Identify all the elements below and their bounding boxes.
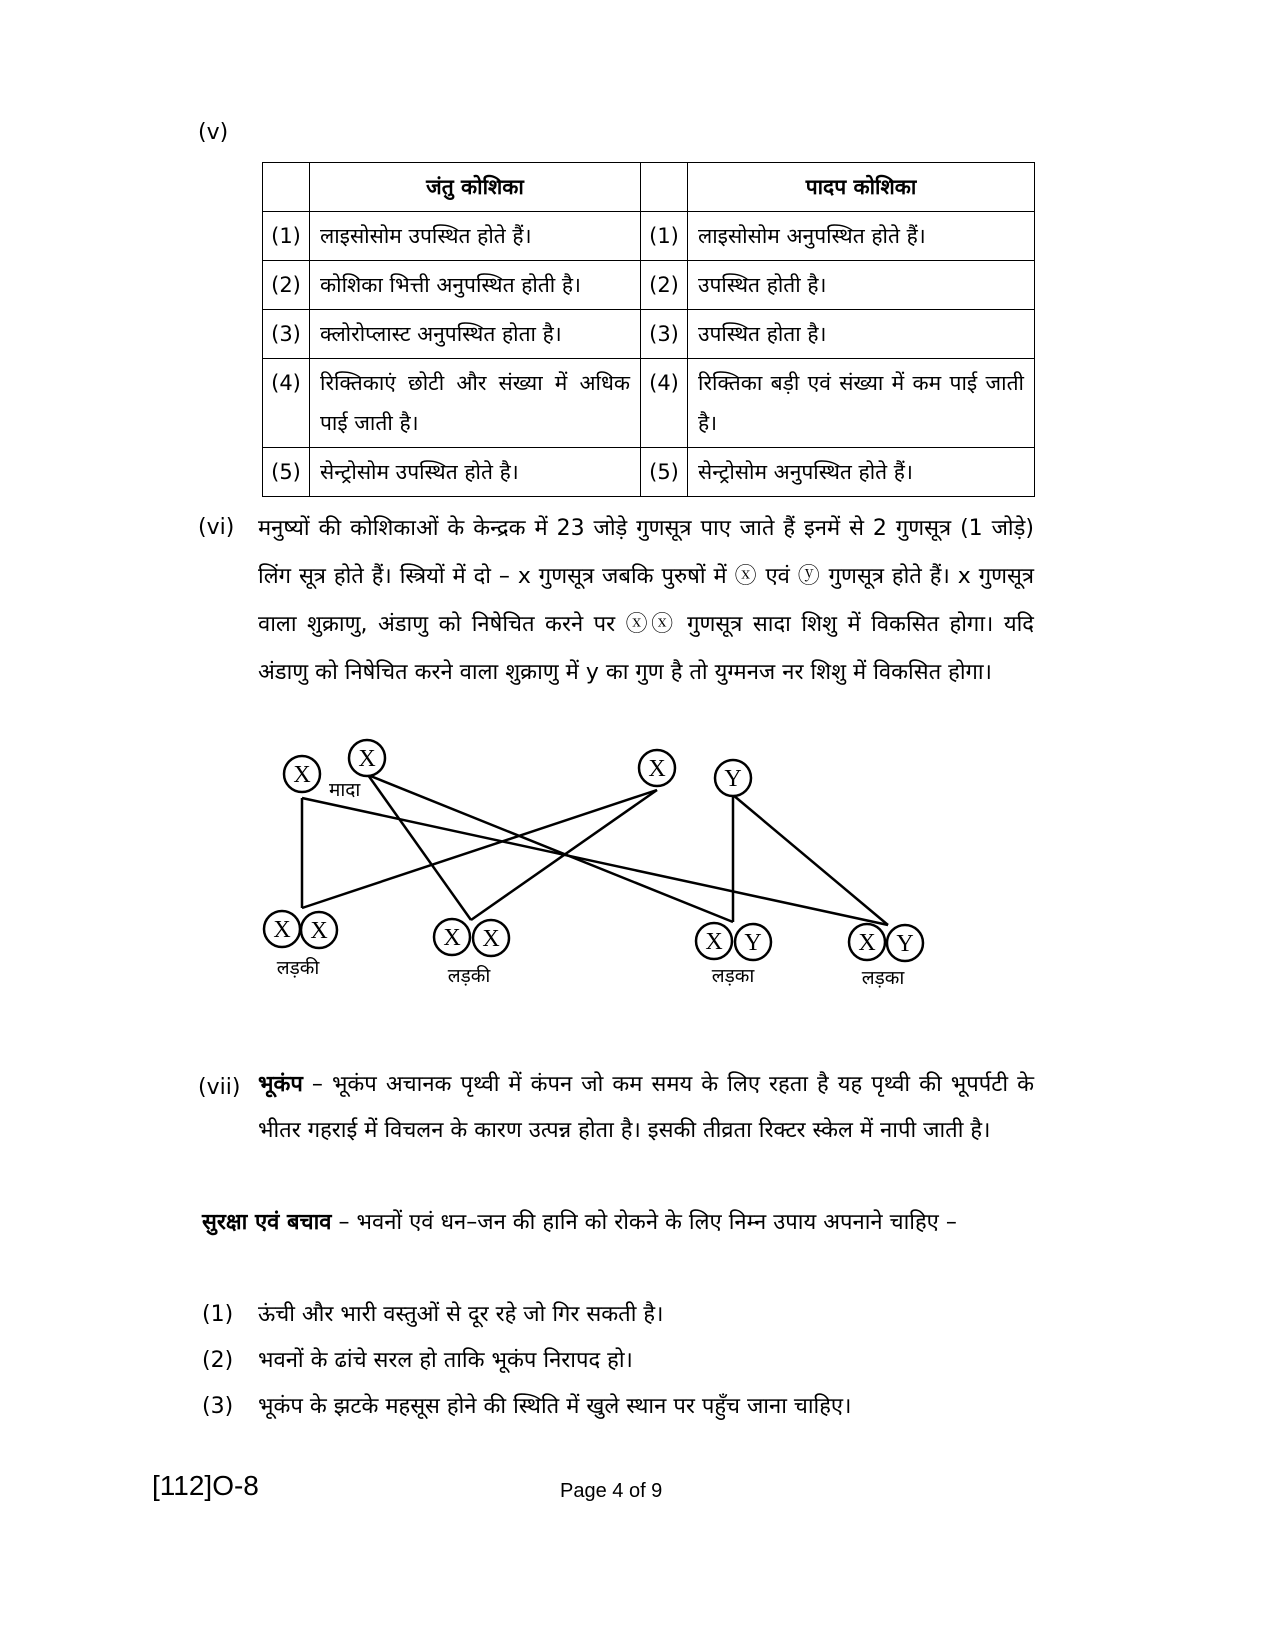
svg-text:X: X [293, 762, 311, 788]
safety-paragraph [202, 1200, 1034, 1246]
list-item-text: ऊंची और भारी वस्तुओं से दूर रहे जो गिर सकती है। [258, 1302, 664, 1327]
table-row [263, 448, 1035, 497]
animal-cell-text: रिक्तिकाएं छोटी और संख्या में अधिक पाई जाती है। [310, 359, 641, 448]
plant-cell-text: लाइसोसोम अनुपस्थित होते हैं। [688, 212, 1035, 261]
animal-cell-text: लाइसोसोम उपस्थित होते हैं। [310, 212, 641, 261]
parent-x-1 [284, 756, 320, 792]
table-header-row [263, 163, 1035, 212]
header-blank-2 [641, 163, 688, 212]
row-number: (4) [263, 359, 310, 448]
svg-text:Y: Y [724, 766, 742, 792]
table-row [263, 212, 1035, 261]
row-number: (3) [263, 310, 310, 359]
parent-y [715, 760, 751, 796]
page-number: Page 4 of 9 [560, 1480, 663, 1502]
row-number: (2) [263, 261, 310, 310]
list-item [202, 1292, 1034, 1338]
animal-cell-text: क्लोरोप्लास्ट अनुपस्थित होता है। [310, 310, 641, 359]
list-item [202, 1384, 1034, 1430]
list-item-number: (2) [202, 1348, 234, 1373]
header-plant-cell: पादप कोशिका [688, 163, 1035, 212]
header-blank-1 [263, 163, 310, 212]
svg-text:Y: Y [896, 931, 914, 957]
list-item-text: भूकंप के झटके महसूस होने की स्थिति में खुले स्थान पर पहुँच जाना चाहिए। [258, 1394, 852, 1419]
row-number: (5) [263, 448, 310, 497]
earthquake-definition: – भूकंप अचानक पृथ्वी में कंपन जो कम समय के लिए रहता है यह पृथ्वी की भूपर्पटी के भीतर गहराई में विचलन के कारण उत्पन्न होता है। इसकी तीव्रता रिक्टर स्केल में नापी जाती है। [258, 1072, 1034, 1143]
plant-cell-text: सेन्ट्रोसोम अनुपस्थित होते हैं। [688, 448, 1035, 497]
child-girl-2 [434, 919, 509, 987]
svg-text:X: X [705, 929, 723, 955]
child-boy-1 [696, 923, 771, 987]
plant-cell-text: उपस्थित होता है। [688, 310, 1035, 359]
list-item-number: (3) [202, 1394, 234, 1419]
list-item-number: (1) [202, 1302, 234, 1327]
header-animal-cell: जंतु कोशिका [310, 163, 641, 212]
earthquake-term: भूकंप [258, 1072, 303, 1097]
svg-text:Y: Y [744, 930, 762, 956]
parent-x-3 [639, 750, 675, 786]
inheritance-lines [302, 775, 888, 925]
list-item-text: भवनों के ढांचे सरल हो ताकि भूकंप निरापद हो। [258, 1348, 633, 1373]
safety-intro: – भवनों एवं धन–जन की हानि को रोकने के लिए निम्न उपाय अपनाने चाहिए – [331, 1210, 957, 1235]
animal-cell-text: सेन्ट्रोसोम उपस्थित होते है। [310, 448, 641, 497]
svg-text:X: X [648, 756, 666, 782]
section-vii-label: (vii) [198, 1075, 241, 1100]
row-number: (4) [641, 359, 688, 448]
svg-text:X: X [858, 930, 876, 956]
cell-comparison-table [262, 162, 1035, 497]
svg-text:लड़की: लड़की [276, 957, 320, 979]
svg-text:X: X [358, 746, 376, 772]
row-number: (1) [263, 212, 310, 261]
row-number: (1) [641, 212, 688, 261]
section-vii-paragraph [258, 1062, 1034, 1154]
table-row [263, 359, 1035, 448]
row-number: (2) [641, 261, 688, 310]
list-item [202, 1338, 1034, 1384]
child-boy-2 [849, 924, 923, 989]
paper-code: [112]O-8 [152, 1470, 259, 1501]
svg-text:X: X [273, 917, 291, 943]
section-v-label: (v) [198, 120, 229, 145]
row-number: (3) [641, 310, 688, 359]
svg-text:लड़का: लड़का [711, 965, 755, 987]
chromosome-inheritance-diagram [255, 746, 975, 1010]
plant-cell-text: रिक्तिका बड़ी एवं संख्या में कम पाई जाती है। [688, 359, 1035, 448]
table-row [263, 310, 1035, 359]
svg-text:लड़का: लड़का [861, 967, 905, 989]
table-row [263, 261, 1035, 310]
svg-text:X: X [443, 925, 461, 951]
section-vi-paragraph: मनुष्यों की कोशिकाओं के केन्द्रक में 23 जोड़े गुणसूत्र पाए जाते हैं इनमें से 2 गुणसूत्र (1 जोड़े) लिंग सूत्र होते हैं। स्त्रियों में दो – x गुणसूत्र जबकि पुरुषों में ⓧ एवं ⓨ गुणसूत्र होते हैं। x गुणसूत्र वाला शुक्राणु, अंडाणु को निषेचित करने पर ⓧⓧ गुणसूत्र सादा शिशु में विकसित होगा। यदि अंडाणु को निषेचित करने वाला शुक्राणु में y का गुण है तो युग्मनज नर शिशु में विकसित होगा। [258, 516, 1034, 685]
parent-x-2 [349, 740, 385, 776]
safety-term: सुरक्षा एवं बचाव [202, 1210, 332, 1235]
row-number: (5) [641, 448, 688, 497]
child-girl-1 [264, 911, 337, 979]
svg-text:X: X [482, 926, 500, 952]
female-label: मादा [329, 779, 361, 801]
plant-cell-text: उपस्थित होती है। [688, 261, 1035, 310]
svg-text:लड़की: लड़की [447, 965, 491, 987]
section-vi-label: (vi) [198, 515, 235, 540]
svg-text:X: X [310, 918, 328, 944]
animal-cell-text: कोशिका भित्ती अनुपस्थित होती है। [310, 261, 641, 310]
